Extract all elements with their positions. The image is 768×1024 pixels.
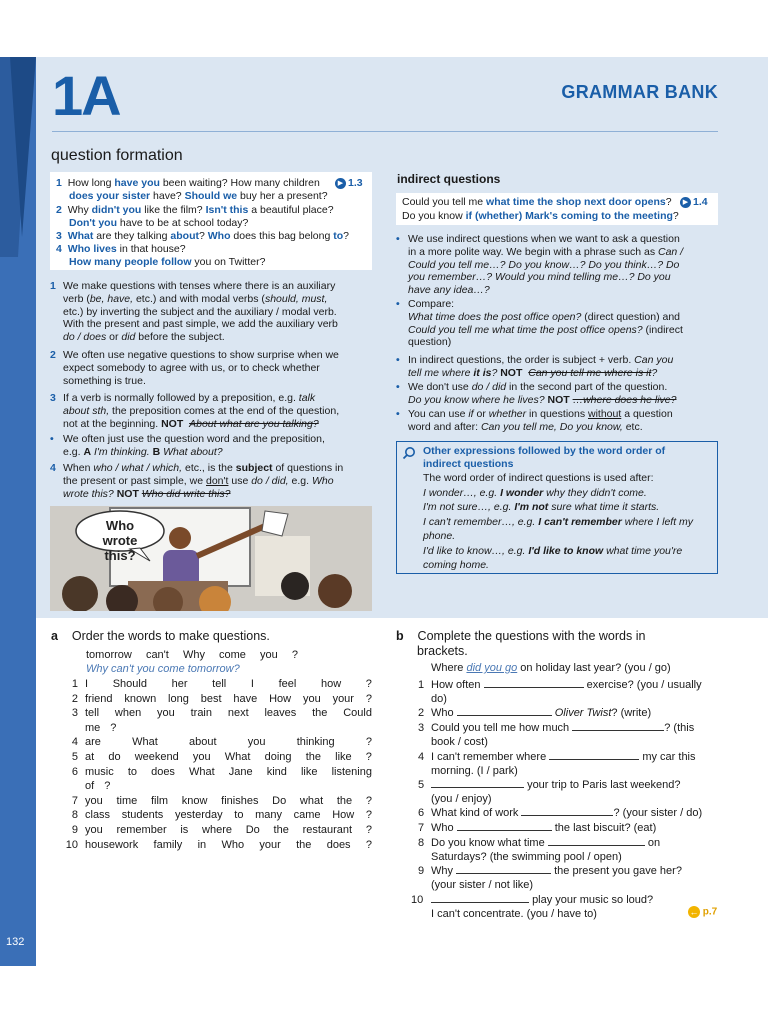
- word: time: [116, 794, 138, 807]
- answer-blank[interactable]: [549, 750, 639, 760]
- indirect-bullet-5: • You can use if or whether in questions without a question word and after: Can you tell me, Do you know, etc.: [396, 408, 673, 433]
- audio-icon: ▶: [335, 178, 346, 189]
- word: to: [234, 809, 244, 822]
- note-2: 2 We often use negative questions to show surprise when we expect somebody to agree with us, or to check whether something is true.: [50, 349, 339, 387]
- item-number: 1: [71, 678, 78, 690]
- word: ?: [365, 794, 372, 807]
- word: I: [85, 678, 89, 690]
- word: doing: [264, 751, 292, 763]
- exercise-b-heading: b Complete the questions with the words in brackets.: [396, 629, 646, 658]
- word: long: [168, 692, 189, 705]
- word: thinking: [296, 736, 335, 749]
- word: best: [200, 692, 222, 705]
- word: does: [326, 838, 351, 851]
- note-3: 3 If a verb is normally followed by a preposition, e.g. talk about sth, the preposition comes at the end of the question, not at the beginning. NOT About what are you talking?: [50, 392, 340, 430]
- question-formation-heading: question formation: [51, 147, 183, 164]
- word: you: [157, 707, 175, 720]
- word: finishes: [221, 794, 259, 807]
- example-line-3: 3 What are they talking about? Who does this bag belong to?: [56, 230, 350, 242]
- word-list: [85, 707, 372, 719]
- word: what: [299, 794, 324, 807]
- word: to: [127, 765, 137, 778]
- example-line-2: 2 Why didn't you like the film? Isn't this a beautiful place?: [56, 204, 334, 216]
- word: the: [296, 838, 312, 851]
- word: do: [108, 751, 121, 763]
- exercise-b-item-6: 6 What kind of work ? (your sister / do): [418, 807, 703, 819]
- word: Do: [272, 794, 287, 807]
- word: how: [320, 678, 342, 690]
- indirect-bullet-4: • We don't use do / did in the second part of the question. Do you know where he lives? NOT …where does he live?: [396, 381, 677, 406]
- word: friend: [85, 692, 113, 705]
- word: is: [180, 824, 189, 836]
- word: listening: [331, 765, 372, 778]
- note-bullet: • We often just use the question word and the preposition, e.g. A I'm thinking. B What about?: [50, 433, 325, 458]
- word-list: [85, 751, 372, 763]
- note-4: 4 When who / what / which, etc., is the subject of questions in the present or past simple, we don't use do / did, e.g. Who wrote this? NOT Who did write this?: [50, 462, 344, 500]
- answer-blank[interactable]: [456, 864, 551, 874]
- word: What: [189, 765, 215, 778]
- page-reference-link[interactable]: ← p.7: [689, 906, 718, 918]
- page-number: 132: [6, 936, 25, 948]
- word-list: [85, 839, 372, 851]
- word: tell: [212, 678, 227, 690]
- item-number: 3: [71, 707, 78, 720]
- word: ?: [365, 736, 372, 749]
- word: know: [181, 794, 208, 807]
- exercise-b-item-4: 4 I can't remember where my car this morning. (I / park): [418, 751, 696, 777]
- other-expressions-box: [396, 441, 718, 574]
- word: came: [293, 809, 321, 822]
- indirect-questions-examples: [396, 193, 718, 225]
- word: remember: [116, 824, 167, 836]
- indirect-bullet-2: • Compare: What time does the post office open? (direct question) and Could you tell me what time the post office opens? (indirect question): [396, 298, 683, 349]
- example-line-4b: How many people follow you on Twitter?: [69, 256, 266, 268]
- indirect-questions-heading: indirect questions: [397, 172, 501, 186]
- word-list: [85, 766, 372, 778]
- word: you: [302, 692, 321, 705]
- exercise-b-item-1: 1 How often exercise? (you / usually do): [418, 679, 702, 705]
- word: leaves: [264, 707, 297, 720]
- word: many: [255, 809, 283, 822]
- item-number: 9: [71, 824, 78, 836]
- word: ?: [365, 692, 372, 705]
- word: at: [85, 751, 95, 763]
- exercise-a-example-answer: Why can't you come tomorrow?: [86, 663, 240, 675]
- word: I: [250, 678, 254, 690]
- other-box-body: The word order of indirect questions is used after: I wonder…, e.g. I wonder why they didn't come. I'm not sure…, e.g. I'm not sure what time it starts. I can't remember…, e.g. I can't remember where I left my phone. I'd like to know…, e.g. I'd like to know what time you're coming home.: [423, 472, 694, 571]
- indirect-example-1: Could you tell me what time the shop next door opens?: [402, 196, 672, 208]
- word-list: [85, 795, 372, 807]
- word: of: [85, 780, 95, 793]
- word: class: [85, 809, 111, 822]
- word: What: [224, 751, 251, 763]
- exercise-b-item-5: 5 your trip to Paris last weekend? (you / enjoy): [418, 779, 681, 805]
- item-number: 8: [71, 809, 78, 822]
- item-number: 2: [71, 692, 78, 705]
- word: does: [151, 765, 175, 778]
- indirect-bullet-1: • We use indirect questions when we want to ask a question in a more polite way. We begin with a phrase such as Can / Could you tell me…? Do you know…? Do you think…? Do you remember…? Would you mind telling me…? Do you have any idea…?: [396, 233, 684, 297]
- speech-bubble-text: Who wrote this?: [102, 518, 138, 563]
- word: when: [114, 707, 142, 720]
- arrow-left-icon: ←: [689, 907, 699, 917]
- word: your: [332, 692, 354, 705]
- word: Who: [221, 838, 245, 851]
- word: the: [273, 824, 289, 836]
- word: like: [335, 751, 352, 763]
- answer-blank[interactable]: [457, 706, 552, 716]
- word: you: [85, 824, 103, 836]
- word: housework: [85, 838, 139, 851]
- word: known: [124, 692, 157, 705]
- example-line-2b: Don't you have to be at school today?: [69, 217, 249, 229]
- audio-track-1-3[interactable]: ▶ 1.3: [335, 177, 363, 190]
- word: where: [202, 824, 232, 836]
- word: in: [197, 838, 207, 851]
- word: the: [336, 794, 353, 807]
- word: How: [269, 692, 292, 705]
- word-list: [85, 678, 372, 690]
- other-box-title: Other expressions followed by the word order of indirect questions: [423, 445, 666, 470]
- answer-blank[interactable]: [484, 678, 584, 688]
- word: weekend: [134, 751, 179, 763]
- item-number: 4: [71, 736, 78, 749]
- word: Do: [245, 824, 260, 836]
- word: the: [305, 751, 321, 763]
- word: Jane: [228, 765, 253, 778]
- word: ?: [110, 721, 117, 734]
- note-1: 1 We make questions with tenses where there is an auxiliary verb (be, have, etc.) and with modal verbs (should, must, etc.) by inverting the subject and the auxiliary / modal verb. With the present and past simple, we add the auxiliary verb do / does or did before the subject.: [50, 280, 338, 344]
- word: students: [121, 809, 164, 822]
- word: have: [233, 692, 258, 705]
- classroom-illustration: [50, 506, 372, 611]
- section-title: GRAMMAR BANK: [561, 82, 718, 102]
- item-number: 10: [65, 838, 78, 851]
- example-line-1b: does your sister have? Should we buy her a present?: [69, 190, 328, 202]
- word: How: [332, 809, 355, 822]
- word: you: [247, 736, 266, 749]
- audio-icon: ▶: [680, 197, 691, 208]
- item-number: 6: [71, 765, 78, 778]
- answer-blank[interactable]: [431, 893, 529, 903]
- exercise-b-item-10: 10 play your music so loud? I can't concentrate. (you / have to): [411, 894, 654, 920]
- exercise-b-item-2: 2 Who Oliver Twist? (write): [418, 707, 652, 719]
- audio-track-1-4[interactable]: ▶ 1.4: [680, 196, 708, 209]
- word: you: [85, 794, 103, 807]
- question-formation-examples: [50, 172, 372, 270]
- unit-title: 1A: [52, 64, 120, 127]
- word: you: [192, 751, 211, 763]
- word: tell: [85, 707, 100, 720]
- word: yesterday: [174, 809, 223, 822]
- exercise-b-item-3: 3 Could you tell me how much ? (this book / cost): [418, 722, 695, 748]
- word: ?: [104, 780, 111, 793]
- word: Could: [343, 707, 372, 720]
- word: next: [227, 707, 249, 720]
- word-list-continued: [85, 780, 120, 792]
- word: Should: [112, 678, 147, 690]
- answer-blank[interactable]: [431, 778, 524, 788]
- word: your: [259, 838, 281, 851]
- word: restaurant: [302, 824, 353, 836]
- answer-blank[interactable]: [572, 721, 664, 731]
- example-line-1: 1 How long have you been waiting? How many children: [56, 177, 320, 189]
- word-list: [85, 824, 372, 836]
- word: family: [153, 838, 183, 851]
- word: the: [312, 707, 328, 720]
- exercise-b-item-7: 7 Who the last biscuit? (eat): [418, 822, 657, 834]
- word: her: [171, 678, 188, 690]
- word: What: [132, 736, 158, 749]
- word: ?: [365, 809, 372, 822]
- answer-blank[interactable]: [521, 806, 613, 816]
- indirect-example-2: Do you know if (whether) Mark's coming to the meeting?: [402, 210, 679, 222]
- exercise-b-item-8: 8 Do you know what time on Saturdays? (the swimming pool / open): [418, 837, 661, 863]
- exercise-a-heading: a Order the words to make questions.: [51, 629, 270, 643]
- word: kind: [266, 765, 287, 778]
- exercise-a-example-words: tomorrow can't Why come you ?: [86, 649, 298, 661]
- answer-blank[interactable]: [457, 821, 552, 831]
- word-list: [85, 693, 372, 705]
- answer-blank[interactable]: [548, 836, 645, 846]
- item-number: 5: [71, 751, 78, 763]
- word: about: [189, 736, 217, 749]
- word-list-continued: [85, 722, 126, 734]
- word: ?: [365, 678, 372, 690]
- word: train: [190, 707, 212, 720]
- word: are: [85, 736, 101, 749]
- indirect-bullet-3: • In indirect questions, the order is subject + verb. Can you tell me where it is? NOT Can you tell me where is it?: [396, 354, 674, 379]
- exercise-b-example: Where did you go on holiday last year? (you / go): [431, 662, 671, 674]
- word: me: [85, 721, 101, 734]
- word-list: [85, 736, 372, 748]
- word: music: [85, 765, 114, 778]
- word: ?: [365, 751, 372, 763]
- word-list: [85, 809, 372, 821]
- example-line-4: 4 Who lives in that house?: [56, 243, 186, 255]
- word: feel: [278, 678, 297, 690]
- item-number: 7: [71, 794, 78, 807]
- word: like: [300, 765, 318, 778]
- exercise-b-item-9: 9 Why the present you gave her? (your sister / not like): [418, 865, 682, 891]
- header-divider: [52, 131, 718, 132]
- word: film: [150, 794, 169, 807]
- word: ?: [365, 824, 372, 836]
- magnifier-icon: [402, 446, 416, 460]
- word: ?: [365, 838, 372, 851]
